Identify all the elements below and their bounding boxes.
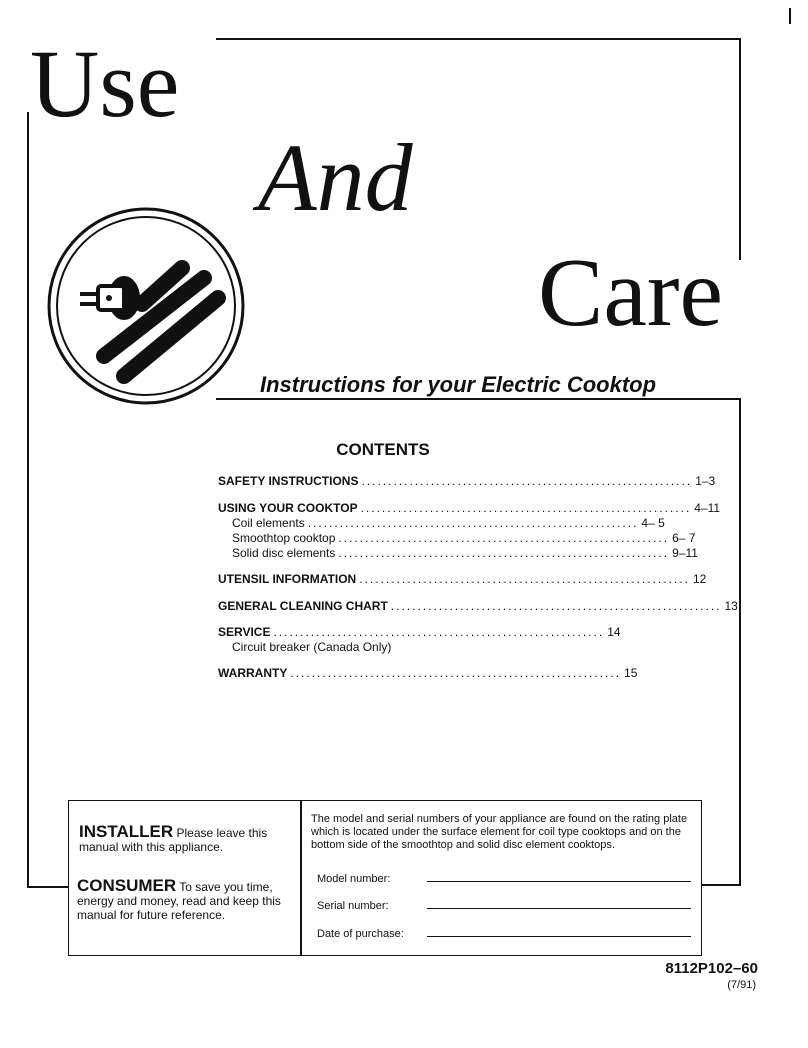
serial-number-line[interactable] — [427, 898, 691, 909]
serial-number-field[interactable] — [317, 898, 691, 912]
installer-text-b: manual with this appliance. — [79, 840, 224, 854]
toc-page: 6– 7 — [672, 531, 696, 545]
toc-label: Solid disc elements — [232, 546, 336, 560]
serial-number-label: Serial number: — [317, 900, 389, 912]
title-care: Care — [538, 239, 723, 347]
frame-left-line — [27, 112, 29, 888]
consumer-text-b: energy and money, read and keep this manual for future reference. — [77, 894, 281, 922]
toc-page: 9–11 — [672, 546, 698, 560]
contents-heading: CONTENTS — [336, 440, 430, 459]
toc-label: SERVICE — [218, 625, 271, 639]
part-number: 8112P102–60 — [665, 960, 758, 977]
toc-page: 12 — [692, 572, 707, 586]
toc-label: UTENSIL INFORMATION — [218, 572, 357, 586]
toc-using-cooktop: USING YOUR COOKTOP .............................................................. 4–11 — [218, 501, 721, 515]
toc-page: 14 — [607, 625, 621, 639]
frame-top-line — [216, 38, 740, 40]
toc-service: SERVICE .............................................................. 14 — [218, 625, 621, 639]
model-number-field[interactable] — [317, 871, 691, 885]
consumer-note — [77, 876, 299, 922]
frame-right-upper-line — [739, 38, 741, 260]
frame-bottom-right-line — [702, 884, 740, 886]
toc-label: SAFETY INSTRUCTIONS — [218, 474, 359, 488]
installer-text-a: Please leave this — [176, 826, 268, 840]
toc-page: 4–11 — [694, 501, 721, 515]
toc-utensil: UTENSIL INFORMATION .............................................................. 12 — [218, 572, 707, 586]
toc-page: 15 — [624, 666, 638, 680]
toc-label: Coil elements — [232, 516, 305, 530]
model-number-note: The model and serial numbers of your appliance are found on the rating plate which is located under the surface element for coil type cooktops and on the bottom side of the smoothtop and solid disc element cooktops. — [311, 813, 688, 851]
info-box — [68, 800, 702, 956]
date-code: (7/91) — [727, 979, 756, 991]
purchase-date-field[interactable] — [317, 926, 691, 940]
model-number-label: Model number: — [317, 873, 391, 885]
toc-cleaning-chart: GENERAL CLEANING CHART .............................................................. 13 — [218, 599, 738, 613]
toc-warranty: WARRANTY .............................................................. 15 — [218, 666, 638, 680]
toc-label: GENERAL CLEANING CHART — [218, 599, 388, 613]
toc-solid-disc: Solid disc elements .............................................................. 9–11 — [232, 546, 698, 560]
model-number-line[interactable] — [427, 871, 691, 882]
installer-note — [79, 822, 299, 854]
toc-safety: SAFETY INSTRUCTIONS .............................................................. 1–3 — [218, 474, 716, 488]
toc-label: USING YOUR COOKTOP — [218, 501, 358, 515]
frame-bottom-left-line — [27, 886, 69, 888]
info-box-divider — [300, 801, 302, 955]
consumer-label: CONSUMER — [77, 876, 177, 895]
toc-service-note: Circuit breaker (Canada Only) — [232, 640, 392, 654]
plug-and-coil-icon — [46, 206, 246, 406]
toc-smoothtop: Smoothtop cooktop .............................................................. 6– 7 — [232, 531, 696, 545]
toc-label: Smoothtop cooktop — [232, 531, 336, 545]
subtitle: Instructions for your Electric Cooktop — [260, 372, 657, 397]
title-use: Use — [30, 30, 180, 137]
toc-page: 4– 5 — [641, 516, 665, 530]
margin-mark — [789, 8, 791, 24]
toc-page: 1–3 — [695, 474, 716, 488]
toc-label: WARRANTY — [218, 666, 288, 680]
purchase-date-line[interactable] — [427, 926, 691, 937]
toc-coil-elements: Coil elements .............................................................. 4– 5 — [232, 516, 665, 530]
purchase-date-label: Date of purchase: — [317, 928, 404, 940]
title-and: And — [258, 124, 413, 231]
frame-mid-line — [216, 398, 740, 400]
consumer-text-a: To save you time, — [179, 880, 273, 894]
installer-label: INSTALLER — [79, 822, 174, 841]
toc-page: 13 — [724, 599, 738, 613]
frame-right-lower-line — [739, 398, 741, 886]
